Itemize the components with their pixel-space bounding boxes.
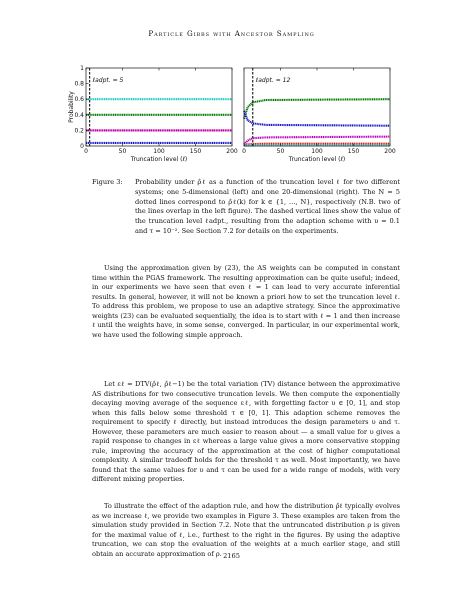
plot-1-xtick-label: 200 — [226, 148, 238, 155]
figure-caption — [92, 178, 400, 237]
paragraph-2 — [92, 380, 400, 485]
plot-1-ytick-label: 1 — [80, 65, 84, 72]
paragraph-text: Using the approximation given by (23), the AS weights can be computed in constant time within the PGAS framework. The resulting approximation can be quite useful; indeed, in our experiments we have seen that even ℓ = 1 can lead to very accurate inferential results. In general, however, it will not be known a priori how to set the truncation level ℓ. To address this problem, we propose to use an adaptive strategy. Since the approximative weights (23) can be evaluated sequentially, the idea is to start with ℓ = 1 and then increase ℓ until the weights have, in some sense, converged. In particular, in our experimental work, we have used the following simple approach. — [92, 264, 400, 339]
running-title: Particle Gibbs with Ancestor Sampling — [148, 29, 315, 38]
plot-1-ylabel: Probability — [68, 91, 75, 123]
figure-3 — [0, 62, 463, 174]
figure-3-plots — [0, 62, 463, 174]
paragraph-3 — [92, 502, 400, 559]
plot-2-series-line-2 — [244, 111, 390, 126]
plot-1-ytick-label: 0.6 — [74, 96, 84, 104]
plot-2-series-line-1 — [244, 99, 390, 119]
plot-2-xtick-label: 150 — [347, 148, 360, 155]
plot-1-ytick-label: 0 — [80, 143, 84, 150]
plot-2-xtick-label: 200 — [384, 148, 396, 155]
plot-1-xlabel: Truncation level (ℓ) — [130, 156, 188, 163]
plot-1-ytick-label: 0.4 — [74, 111, 84, 119]
paragraph-1 — [92, 264, 400, 340]
paragraph-text: To illustrate the effect of the adaption rule, and how the distribution ρ̂ℓ typically evolves as we increase ℓ, we provide two examples in Figure 3. These examples are taken from the simulation study provided in Section 7.2. Note that the untruncated distribution ρ is given for the maximal value of ℓ, i.e., furthest to the right in the figures. By using the adaptive truncation, we can stop the evaluation of the weights at a much earlier stage, and still obtain an accurate approximation of ρ. — [92, 502, 400, 558]
plot-2-xtick-label: 50 — [276, 148, 285, 155]
plot-2-xlabel: Truncation level (ℓ) — [288, 156, 346, 163]
plot-1-ytick-label: 0.2 — [74, 127, 84, 135]
plot-1-xtick-label: 50 — [118, 148, 127, 155]
caption-text: Probability under ρ̂ℓ as a function of the truncation level ℓ for two different systems; one 5-dimensional (left) and one 20-dimensional (right). The N = 5 dotted lines correspond to ρ̂ℓ(k) for k ∈ {1, …, N}, respectively (N.B. two of the lines overlap in the left figure). The dashed vertical lines show the value of the truncation level ℓadpt., resulting from the adaption scheme with υ = 0.1 and τ = 10⁻². See Section 7.2 for details on the experiments. — [135, 178, 400, 235]
plot-1-ytick-label: 0.8 — [74, 80, 84, 88]
plot-2-annotation: ℓadpt. = 12 — [255, 77, 291, 85]
plot-1-annotation: ℓadpt. = 5 — [92, 77, 124, 85]
plot-2-xtick-label: 100 — [311, 148, 323, 155]
plot-2-xtick-label: 0 — [242, 148, 246, 155]
paragraph-text: Let εℓ = DTV(ρ̂ℓ, ρ̂ℓ−1) be the total variation (TV) distance between the approximative AS distributions for two consecutive truncation levels. We then compute the exponentially decaying moving average of the sequence εℓ, with forgetting factor υ ∈ [0, 1], and stop when this falls below some threshold τ ∈ [0, 1]. This adaption scheme removes the requirement to specify ℓ directly, but instead introduces the design parameters υ and τ. However, these parameters are much easier to reason about — a small value for υ gives a rapid response to changes in εℓ whereas a large value gives a more conservative stopping rule, improving the accuracy of the approximation at the cost of higher computational complexity. A similar tradeoff holds for the threshold τ as well. Most importantly, we have found that the same values for υ and τ can be used for a wide range of models, with very different mixing properties. — [92, 380, 400, 484]
caption-label: Figure 3: — [92, 178, 123, 186]
running-header — [0, 29, 463, 38]
plot-1-xtick-label: 150 — [189, 148, 202, 155]
plot-1-xtick-label: 0 — [84, 148, 88, 155]
page-number: 2165 — [223, 552, 240, 560]
plot-1-xtick-label: 100 — [153, 148, 165, 155]
